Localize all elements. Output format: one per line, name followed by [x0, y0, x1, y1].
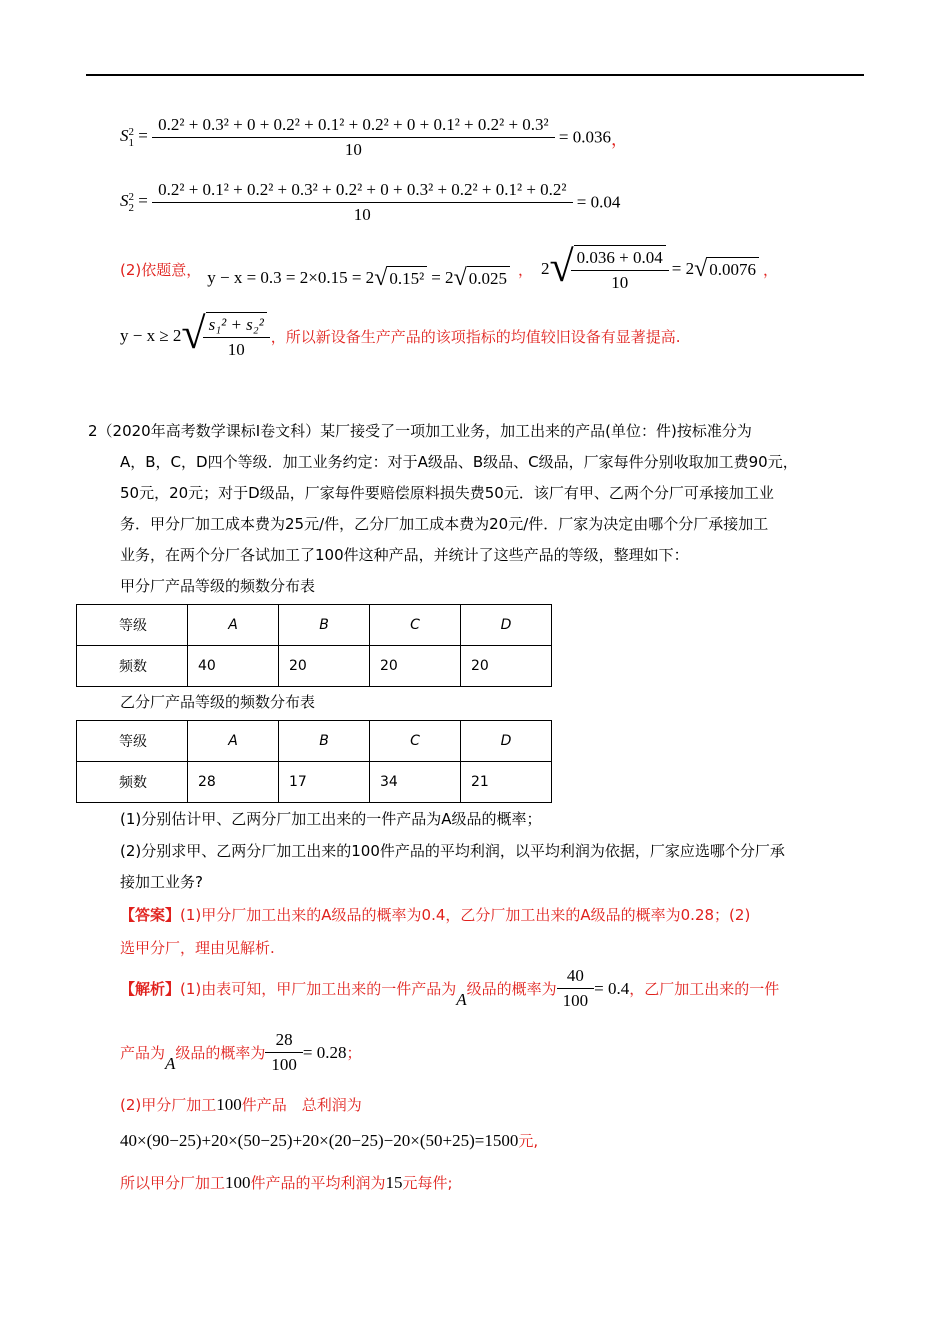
- sqrt-fraction: √ $\frac{0.036 + 0.04}{10}$: [550, 245, 666, 293]
- frac1-numerator: 40: [566, 966, 584, 985]
- table1-header-d: D: [461, 605, 552, 646]
- sqrt-frac-denominator: 10: [571, 270, 669, 293]
- analysis-part1-c: ，乙厂加工出来的一件: [629, 980, 780, 998]
- part2-prev-expr1: y − x = 0.3 = 2×0.15 = 2: [207, 268, 375, 287]
- analysis-final-a: 所以甲分厂加工: [120, 1174, 226, 1192]
- s1-superscript: 2: [128, 125, 134, 138]
- analysis-final-b: 件产品的平均利润为: [250, 1174, 386, 1192]
- analysis-final-val: 15: [385, 1173, 403, 1192]
- answer-line2: 选甲分厂，理由见解析.: [120, 939, 275, 957]
- sqrt-0-0076: √ 0.0076: [694, 257, 759, 281]
- table1-cell-d: 20: [461, 646, 552, 687]
- table1-title: 甲分厂产品等级的频数分布表: [120, 577, 316, 595]
- table1-row-label: 频数: [77, 646, 188, 687]
- table-row: [77, 762, 552, 803]
- frac2-numerator: 28: [275, 1030, 293, 1049]
- part2-prev-coef: 2: [541, 259, 550, 278]
- s2-fraction: [155, 180, 569, 225]
- table1-cell-b: 20: [279, 646, 370, 687]
- table2-cell-a: 28: [188, 762, 279, 803]
- analysis-tag: 【解析】: [120, 980, 181, 998]
- s1-symbol: S: [120, 126, 129, 146]
- answer-text-line1: (1)甲分厂加工出来的A级品的概率为0.4，乙分厂加工出来的A级品的概率为0.28；(2): [180, 906, 751, 924]
- sqrt-0-15-squared: √ 0.15²: [374, 266, 427, 290]
- analysis-grade-a2: A: [165, 1053, 176, 1073]
- sqrt-0-025: √ 0.025: [454, 266, 510, 290]
- table2-header-d: D: [461, 721, 552, 762]
- table1-header-b: B: [279, 605, 370, 646]
- table-row: [77, 605, 552, 646]
- analysis-line1: [120, 966, 779, 1011]
- sqrt3-radicand: 0.0076: [707, 257, 759, 281]
- profit-expression: 40×(90−25)+20×(50−25)+20×(20−25)−20×(50+25)=1500: [120, 1131, 519, 1150]
- table-row: [77, 721, 552, 762]
- analysis-part1-a: (1)由表可知，甲厂加工出来的一件产品为: [180, 980, 457, 998]
- frac1-denominator: 100: [557, 988, 595, 1011]
- analysis-final-num: 100: [225, 1173, 251, 1192]
- table1-header-grade: 等级: [77, 605, 188, 646]
- formula-s1: S 2 1 = 0.2² + 0.3² + 0 + 0.2² + 0.1² + 0.2² + 0 + 0.1² + 0.2² + 0.3² 10 = 0.036，: [120, 115, 628, 159]
- s1-fraction: [155, 115, 552, 160]
- analysis-part2-line: [120, 1094, 362, 1115]
- problem-text-line1: 某厂接受了一项加工业务，加工出来的产品(单位：件)按标准分为: [320, 422, 752, 440]
- problem2-line3: 50元，20元；对于D级品，厂家每件要赔偿原料损失费50元．该厂有甲、乙两个分厂可承接加工业: [120, 484, 774, 502]
- s1-comma: ，: [611, 130, 628, 149]
- problem-source: （2020年高考数学课标Ⅰ卷文科）: [97, 422, 321, 440]
- analysis-part1-b: 级品的概率为: [466, 980, 557, 998]
- analysis-line2: [120, 1030, 362, 1075]
- fraction-40-100: [560, 966, 592, 1011]
- inequality-left: y − x ≥ 2: [120, 326, 182, 345]
- fraction-28-100: [268, 1030, 300, 1075]
- problem-number: 2: [88, 422, 98, 440]
- s2-symbol: S: [120, 191, 129, 211]
- table1-header-c: C: [370, 605, 461, 646]
- frac2-result: = 0.28: [302, 1042, 347, 1062]
- s1-result: = 0.036: [558, 127, 611, 147]
- sqrt-frac-numerator: 0.036 + 0.04: [576, 248, 663, 267]
- analysis-part1-e: 级品的概率为: [175, 1044, 266, 1062]
- table-row: [77, 646, 552, 687]
- sqrt1-radicand: 0.15²: [387, 266, 427, 290]
- part2-prev-line1: [120, 242, 779, 293]
- table1-header-a: A: [188, 605, 279, 646]
- problem2-line1: [88, 416, 752, 447]
- problem2-line2: A，B，C，D四个等级．加工业务约定：对于A级品、B级品、C级品，厂家每件分别收取加工费90元，: [120, 453, 798, 471]
- s2-result: = 0.04: [576, 192, 621, 212]
- question-1: (1)分别估计甲、乙两分厂加工出来的一件产品为A级品的概率；: [120, 810, 542, 828]
- table2-cell-c: 34: [370, 762, 461, 803]
- analysis-part1-f: ；: [346, 1044, 362, 1062]
- table1-cell-a: 40: [188, 646, 279, 687]
- problem2-line4: 务．甲分厂加工成本费为25元/件，乙分厂加工成本费为20元/件．厂家为决定由哪个分厂承接加工: [120, 515, 769, 533]
- table-yi-frequency: [76, 720, 552, 803]
- table2-row-label: 频数: [77, 762, 188, 803]
- table2-title: 乙分厂产品等级的频数分布表: [120, 693, 316, 711]
- inequality-sqrt: √ $\frac{\text{s₁² + s₂²}}{10}$: [181, 312, 266, 360]
- table2-header-a: A: [188, 721, 279, 762]
- s1-subscript: 1: [128, 136, 134, 149]
- s2-denominator: 10: [152, 202, 572, 225]
- table2-header-c: C: [370, 721, 461, 762]
- answer-line1: [120, 900, 750, 931]
- table2-header-grade: 等级: [77, 721, 188, 762]
- problem2-line5: 业务，在两个分厂各试加工了100件这种产品，并统计了这些产品的等级，整理如下：: [120, 546, 689, 564]
- formula-s2: S 2 2 = 0.2² + 0.1² + 0.2² + 0.3² + 0.2² + 0 + 0.3² + 0.2² + 0.1² + 0.2² 10 = 0.04: [120, 180, 621, 224]
- question-2-line1: (2)分别求甲、乙两分厂加工出来的100件产品的平均利润，以平均利润为依据，厂家应选哪个分厂承: [120, 842, 785, 860]
- table-jia-frequency: [76, 604, 552, 687]
- s1-numerator: 0.2² + 0.3² + 0 + 0.2² + 0.1² + 0.2² + 0 + 0.1² + 0.2² + 0.3²: [158, 115, 549, 134]
- s1-denominator: 10: [152, 137, 555, 160]
- frac2-denominator: 100: [265, 1052, 303, 1075]
- answer-tag: 【答案】: [120, 906, 181, 924]
- analysis-part2-num: 100: [216, 1095, 242, 1114]
- sqrt2-radicand: 0.025: [467, 266, 510, 290]
- analysis-part2-b: 件产品 总利润为: [241, 1096, 362, 1114]
- analysis-part1-d: 产品为: [120, 1044, 166, 1062]
- part2-prev-label: (2)依题意，: [120, 260, 202, 279]
- inequality-numerator: s₁² + s₂²: [208, 315, 264, 334]
- part2-prev-conclusion: ，所以新设备生产产品的该项指标的均值较旧设备有显著提高.: [270, 327, 681, 346]
- profit-unit: 元,: [518, 1132, 539, 1150]
- s2-superscript: 2: [128, 190, 134, 203]
- header-rule: [86, 74, 864, 76]
- table2-cell-d: 21: [461, 762, 552, 803]
- part2-prev-line2: [120, 309, 681, 360]
- analysis-part2-a: (2)甲分厂加工: [120, 1096, 217, 1114]
- analysis-grade-a: A: [456, 989, 467, 1009]
- profit-calculation: [120, 1130, 538, 1151]
- s2-numerator: 0.2² + 0.1² + 0.2² + 0.3² + 0.2² + 0 + 0.3² + 0.2² + 0.1² + 0.2²: [158, 180, 567, 199]
- part2-prev-expr2b: = 2: [671, 259, 695, 278]
- s2-subscript: 2: [128, 201, 134, 214]
- part2-prev-comma1: ，: [517, 260, 533, 279]
- analysis-final-c: 元每件;: [402, 1174, 453, 1192]
- table2-cell-b: 17: [279, 762, 370, 803]
- part2-prev-comma2: ，: [763, 260, 779, 279]
- table2-header-b: B: [279, 721, 370, 762]
- table1-cell-c: 20: [370, 646, 461, 687]
- analysis-final-line: [120, 1172, 453, 1193]
- part2-prev-expr1b: = 2: [431, 268, 454, 287]
- inequality-denominator: 10: [203, 337, 270, 360]
- frac1-result: = 0.4: [594, 978, 630, 998]
- question-2-line2: 接加工业务?: [120, 873, 203, 891]
